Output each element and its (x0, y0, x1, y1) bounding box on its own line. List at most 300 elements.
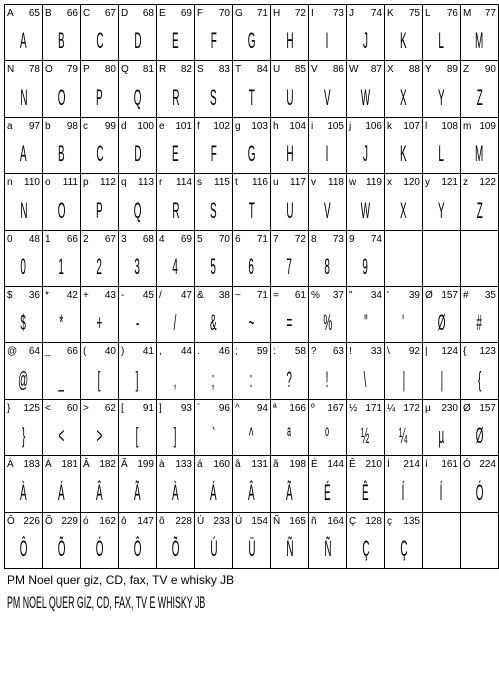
glyph-code: 82 (180, 64, 192, 75)
glyph-code: 167 (327, 403, 344, 414)
glyph-char: A (7, 8, 14, 19)
glyph-label (121, 176, 154, 189)
glyph-char: ) (121, 346, 125, 357)
glyph-code: 86 (332, 64, 344, 75)
glyph-code: 40 (104, 346, 116, 357)
glyph-char: 8 (311, 234, 317, 245)
glyph-label (349, 63, 382, 76)
glyph-label (83, 458, 116, 471)
glyph-label (45, 63, 78, 76)
glyph-preview (423, 530, 460, 568)
glyph-cell (232, 117, 271, 174)
glyph-preview: Á (210, 479, 217, 505)
glyph-preview: T (248, 197, 255, 223)
glyph-label (425, 233, 458, 246)
glyph-code: 123 (479, 346, 496, 357)
glyph-preview: Ô (19, 536, 28, 561)
glyph-preview: | (402, 366, 405, 392)
glyph-cell (118, 4, 157, 61)
glyph-code: 157 (479, 403, 496, 414)
glyph-cell (460, 60, 499, 118)
glyph-preview: E (172, 141, 179, 166)
glyph-preview: S (210, 84, 217, 110)
glyph-code: 79 (66, 64, 78, 75)
glyph-cell (194, 117, 233, 174)
glyph-code: 102 (213, 121, 230, 132)
glyph-preview: 4 (172, 254, 179, 279)
glyph-cell (308, 60, 347, 118)
glyph-code: 98 (66, 121, 78, 132)
glyph-cell (232, 512, 271, 569)
glyph-cell (422, 60, 461, 118)
glyph-char: º (311, 403, 315, 414)
glyph-code: 67 (104, 234, 116, 245)
glyph-char: ^ (235, 403, 240, 414)
glyph-label (45, 176, 78, 189)
glyph-label (463, 63, 496, 76)
glyph-cell (118, 455, 157, 513)
glyph-cell (232, 60, 271, 118)
glyph-code: 71 (256, 290, 268, 301)
glyph-label (311, 120, 344, 133)
glyph-cell (384, 60, 423, 118)
glyph-char: Z (463, 64, 470, 75)
character-map-grid (4, 4, 497, 568)
glyph-code: 181 (61, 459, 78, 470)
glyph-cell (42, 4, 81, 61)
glyph-cell (80, 60, 119, 118)
glyph-preview: Ã (286, 479, 293, 505)
glyph-code: 210 (365, 459, 382, 470)
glyph-label (387, 345, 420, 358)
glyph-char: o (45, 177, 51, 188)
glyph-code: 80 (104, 64, 116, 75)
glyph-code: 144 (327, 459, 344, 470)
glyph-label (425, 458, 458, 471)
glyph-label (387, 233, 420, 246)
glyph-label (159, 233, 192, 246)
glyph-preview: Ø (437, 310, 446, 335)
glyph-char: \ (387, 346, 390, 357)
glyph-preview: T (248, 84, 255, 110)
glyph-cell (422, 342, 461, 400)
glyph-cell (270, 4, 309, 61)
glyph-label (463, 176, 496, 189)
glyph-label (159, 120, 192, 133)
glyph-code: 73 (332, 234, 344, 245)
glyph-code: 108 (441, 121, 458, 132)
glyph-cell (384, 4, 423, 61)
glyph-cell (232, 286, 271, 343)
glyph-code: 64 (28, 346, 40, 357)
glyph-char: M (463, 8, 472, 19)
glyph-label (83, 402, 116, 415)
glyph-preview: ] (136, 366, 139, 392)
glyph-label (121, 289, 154, 302)
glyph-label (45, 458, 78, 471)
glyph-label (387, 402, 420, 415)
glyph-char: B (45, 8, 52, 19)
glyph-code: 135 (403, 516, 420, 527)
glyph-preview: U (285, 84, 294, 110)
glyph-label (425, 63, 458, 76)
glyph-code: 224 (479, 459, 496, 470)
glyph-label (45, 289, 78, 302)
glyph-label (235, 289, 268, 302)
glyph-label (273, 120, 306, 133)
glyph-cell (232, 173, 271, 231)
glyph-cell (384, 230, 423, 287)
glyph-preview: Ç (361, 536, 370, 561)
glyph-char: I (311, 8, 314, 19)
glyph-code: 106 (365, 121, 382, 132)
glyph-preview: Õ (57, 536, 66, 561)
glyph-preview: Ñ (323, 536, 332, 561)
glyph-preview: O (57, 84, 66, 110)
glyph-label (7, 345, 40, 358)
glyph-label (387, 120, 420, 133)
glyph-preview: R (171, 84, 180, 110)
glyph-label (121, 120, 154, 133)
glyph-cell (270, 455, 309, 513)
glyph-code: 92 (408, 346, 420, 357)
glyph-preview: X (400, 197, 407, 223)
glyph-cell (308, 173, 347, 231)
glyph-char: _ (45, 346, 51, 357)
glyph-preview: ª (287, 423, 292, 448)
glyph-code: 72 (294, 8, 306, 19)
glyph-cell (80, 455, 119, 513)
glyph-char: 7 (273, 234, 279, 245)
glyph-char: ª (273, 403, 277, 414)
glyph-char: Ã (121, 459, 128, 470)
glyph-code: 103 (251, 121, 268, 132)
glyph-code: 107 (403, 121, 420, 132)
glyph-label (311, 176, 344, 189)
glyph-char: s (197, 177, 202, 188)
glyph-label (463, 458, 496, 471)
glyph-label (425, 120, 458, 133)
glyph-preview: Ø (475, 423, 484, 448)
glyph-label (387, 458, 420, 471)
glyph-char: k (387, 121, 392, 132)
glyph-preview: Ñ (285, 536, 294, 561)
glyph-label (7, 289, 40, 302)
glyph-label (349, 402, 382, 415)
glyph-preview: À (172, 479, 179, 505)
glyph-code: 96 (218, 403, 230, 414)
glyph-label (425, 402, 458, 415)
glyph-char: ~ (235, 290, 241, 301)
glyph-cell (118, 60, 157, 118)
glyph-code: 66 (66, 234, 78, 245)
glyph-code: 38 (218, 290, 230, 301)
glyph-code: 81 (142, 64, 154, 75)
glyph-preview: { (477, 366, 482, 392)
glyph-label (235, 7, 268, 20)
glyph-code: 228 (175, 516, 192, 527)
glyph-code: 133 (175, 459, 192, 470)
glyph-preview: / (174, 310, 177, 335)
glyph-char: j (349, 121, 352, 132)
glyph-code: 44 (180, 346, 192, 357)
glyph-code: 171 (365, 403, 382, 414)
glyph-preview: ¼ (399, 423, 408, 448)
glyph-label (45, 120, 78, 133)
glyph-preview: 2 (96, 254, 103, 279)
glyph-code: 41 (142, 346, 154, 357)
glyph-cell (384, 512, 423, 569)
glyph-label (349, 120, 382, 133)
glyph-label (159, 402, 192, 415)
glyph-cell (460, 230, 499, 287)
glyph-label (235, 233, 268, 246)
glyph-cell (42, 512, 81, 569)
glyph-code: 162 (99, 516, 116, 527)
glyph-label (273, 63, 306, 76)
glyph-char: É (311, 459, 318, 470)
glyph-cell (308, 399, 347, 456)
glyph-preview: G (247, 141, 256, 166)
glyph-preview: ' (402, 310, 405, 335)
glyph-label (45, 7, 78, 20)
glyph-label (121, 233, 154, 246)
glyph-label (349, 515, 382, 528)
glyph-label (463, 289, 496, 302)
glyph-char: x (387, 177, 392, 188)
glyph-code: 128 (365, 516, 382, 527)
glyph-label (197, 289, 230, 302)
glyph-label (387, 176, 420, 189)
glyph-char: c (83, 121, 88, 132)
glyph-preview: W (360, 84, 371, 110)
glyph-code: 76 (446, 8, 458, 19)
glyph-label (463, 7, 496, 20)
glyph-char: P (83, 64, 90, 75)
glyph-cell (346, 342, 385, 400)
glyph-char: Ô (7, 516, 15, 527)
glyph-cell (384, 117, 423, 174)
glyph-char: Í (387, 459, 390, 470)
glyph-char: Y (425, 64, 432, 75)
glyph-label (159, 458, 192, 471)
glyph-char: Ñ (273, 516, 281, 527)
glyph-char: À (7, 459, 14, 470)
glyph-code: 118 (328, 177, 344, 188)
glyph-cell (232, 230, 271, 287)
glyph-preview: ! (326, 366, 329, 392)
glyph-cell (460, 342, 499, 400)
glyph-cell (308, 4, 347, 61)
glyph-cell (42, 455, 81, 513)
glyph-label (235, 458, 268, 471)
glyph-cell (308, 342, 347, 400)
glyph-preview: 5 (210, 254, 217, 279)
glyph-preview: Ê (362, 479, 369, 505)
glyph-label (235, 515, 268, 528)
glyph-label (463, 233, 496, 246)
glyph-char: ç (387, 516, 392, 527)
glyph-label (83, 345, 116, 358)
glyph-char: h (273, 121, 279, 132)
glyph-cell (422, 455, 461, 513)
glyph-preview: 8 (324, 254, 331, 279)
glyph-code: 47 (180, 290, 192, 301)
glyph-label (121, 63, 154, 76)
glyph-preview: É (324, 479, 331, 505)
glyph-code: 83 (218, 64, 230, 75)
glyph-label (83, 120, 116, 133)
glyph-preview: D (133, 141, 142, 166)
glyph-preview: M (475, 141, 484, 166)
glyph-code: 119 (366, 177, 382, 188)
glyph-code: 100 (137, 121, 154, 132)
glyph-cell (270, 399, 309, 456)
glyph-cell (42, 60, 81, 118)
glyph-label (45, 345, 78, 358)
glyph-cell (232, 455, 271, 513)
glyph-label (235, 120, 268, 133)
glyph-label (387, 63, 420, 76)
glyph-char: m (463, 121, 472, 132)
glyph-char: ( (83, 346, 87, 357)
glyph-preview: Q (133, 84, 142, 110)
glyph-preview: ] (174, 423, 177, 448)
glyph-label (83, 176, 116, 189)
glyph-label (45, 515, 78, 528)
glyph-preview: K (400, 28, 407, 53)
glyph-code: 112 (100, 177, 116, 188)
glyph-code: 233 (213, 516, 230, 527)
glyph-cell (4, 399, 43, 456)
glyph-label (273, 458, 306, 471)
glyph-char: U (273, 64, 281, 75)
glyph-preview: ; (212, 366, 215, 392)
glyph-code: 45 (142, 290, 154, 301)
glyph-char: O (45, 64, 53, 75)
glyph-preview: [ (136, 423, 139, 448)
glyph-cell (346, 4, 385, 61)
glyph-char: { (463, 346, 467, 357)
glyph-cell (384, 173, 423, 231)
glyph-label (463, 402, 496, 415)
glyph-char: õ (159, 516, 165, 527)
glyph-char: p (83, 177, 89, 188)
glyph-preview: L (438, 141, 445, 166)
glyph-cell (80, 512, 119, 569)
glyph-cell (194, 230, 233, 287)
glyph-char: ] (159, 403, 162, 414)
glyph-preview: 3 (134, 254, 141, 279)
glyph-code: 60 (66, 403, 78, 414)
glyph-code: 58 (294, 346, 306, 357)
glyph-code: 104 (289, 121, 306, 132)
glyph-label (121, 458, 154, 471)
glyph-cell (194, 512, 233, 569)
glyph-code: 120 (403, 177, 420, 188)
glyph-char: l (425, 121, 428, 132)
glyph-preview: D (133, 28, 142, 53)
glyph-label (425, 345, 458, 358)
glyph-preview: M (475, 28, 484, 53)
glyph-code: 71 (256, 8, 268, 19)
glyph-char: Ø (425, 290, 433, 301)
glyph-cell (346, 230, 385, 287)
glyph-char: - (121, 290, 125, 301)
glyph-cell (194, 4, 233, 61)
glyph-code: 214 (403, 459, 420, 470)
glyph-char: T (235, 64, 242, 75)
glyph-char: [ (121, 403, 124, 414)
glyph-code: 161 (441, 459, 458, 470)
glyph-char: > (83, 403, 89, 414)
glyph-cell (80, 4, 119, 61)
glyph-char: C (83, 8, 91, 19)
glyph-char: ' (387, 290, 389, 301)
glyph-preview: Â (248, 479, 255, 505)
glyph-char: 9 (349, 234, 355, 245)
glyph-preview: A (20, 28, 27, 53)
glyph-label (83, 63, 116, 76)
glyph-code: 70 (218, 8, 230, 19)
glyph-cell (422, 173, 461, 231)
glyph-preview: 0 (20, 254, 27, 279)
glyph-cell (346, 399, 385, 456)
glyph-preview: C (95, 28, 104, 53)
glyph-label (45, 233, 78, 246)
glyph-label (311, 402, 344, 415)
glyph-code: 68 (142, 234, 154, 245)
glyph-code: 165 (289, 516, 306, 527)
glyph-preview: W (360, 197, 371, 223)
glyph-preview: ~ (248, 310, 255, 335)
glyph-char: y (425, 177, 430, 188)
glyph-preview: Ã (134, 479, 141, 505)
glyph-code: 66 (66, 346, 78, 357)
glyph-label (311, 63, 344, 76)
glyph-code: 85 (294, 64, 306, 75)
glyph-preview: , (174, 366, 177, 392)
glyph-cell (422, 512, 461, 569)
glyph-char: ó (83, 516, 89, 527)
glyph-char: d (121, 121, 127, 132)
glyph-char: F (197, 8, 204, 19)
glyph-code: 229 (61, 516, 78, 527)
glyph-code: 116 (252, 177, 268, 188)
glyph-preview: H (285, 28, 294, 53)
pangram-text: PM Noel quer giz, CD, fax, TV e whisky JB (7, 573, 235, 587)
glyph-code: 39 (408, 290, 420, 301)
glyph-cell (194, 455, 233, 513)
glyph-label (83, 289, 116, 302)
glyph-cell (194, 342, 233, 400)
glyph-cell (156, 230, 195, 287)
glyph-char: D (121, 8, 129, 19)
glyph-cell (80, 117, 119, 174)
glyph-cell (270, 60, 309, 118)
glyph-code: 164 (327, 516, 344, 527)
glyph-code: 90 (484, 64, 496, 75)
glyph-preview: J (363, 141, 368, 166)
glyph-label (121, 345, 154, 358)
glyph-cell (422, 230, 461, 287)
glyph-cell (156, 173, 195, 231)
glyph-char: 2 (83, 234, 89, 245)
glyph-label (159, 515, 192, 528)
glyph-code: 105 (327, 121, 344, 132)
glyph-code: 154 (251, 516, 268, 527)
glyph-cell (270, 230, 309, 287)
